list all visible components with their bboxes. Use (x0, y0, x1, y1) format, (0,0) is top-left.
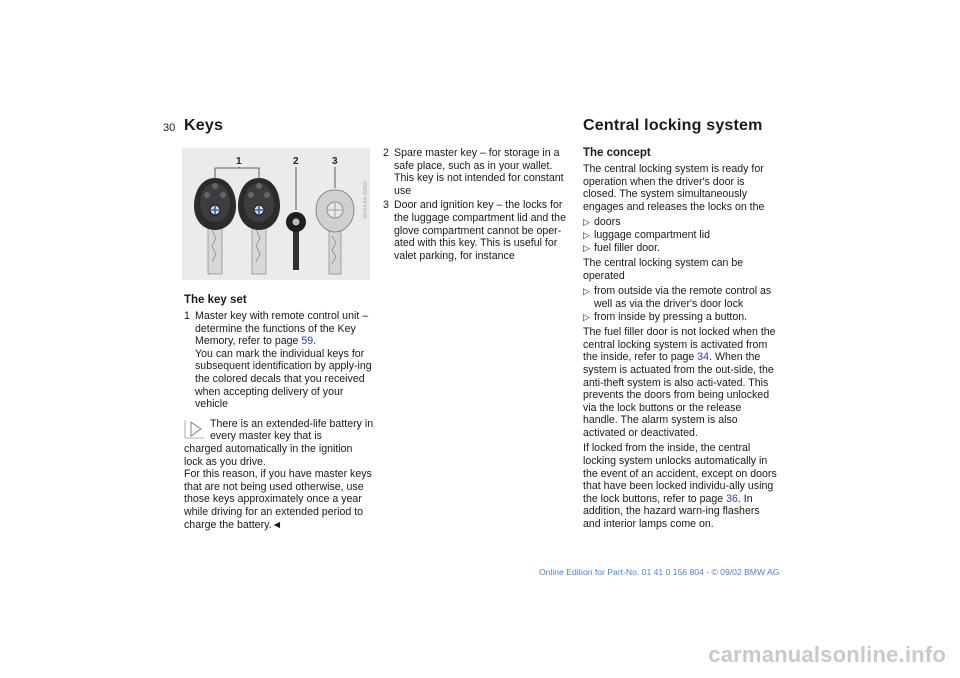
list-item (583, 216, 778, 229)
figure-label-1: 1 (236, 156, 242, 167)
page-36-link[interactable]: 36 (726, 492, 738, 505)
page-59-link[interactable]: 59 (301, 335, 314, 348)
list-item (583, 311, 778, 324)
bullet-text: from inside by pressing a button. (594, 310, 748, 323)
concept-paragraph-4-rest: . In addition, the hazard warn-ing flashers and interior lamps come on. (583, 492, 760, 531)
note-triangle-icon (184, 419, 206, 439)
concept-column (583, 163, 778, 534)
section-title-keys: Keys (184, 117, 224, 134)
note-end-mark: ◄ (271, 518, 283, 531)
key-item-3-text: Door and ignition key – the locks for the luggage compartment lid and the glove compartment cannot be oper-ated with this key. This is useful for valet parking, for instance (394, 199, 566, 262)
key-item-2-text: Spare master key – for storage in a safe place, such as in your wallet. This key is not intended for constant use (394, 147, 564, 197)
key-item-number: 3 (383, 199, 389, 212)
key-item-1-text: Master key with remote control unit – determine the functions of the Key Memory, refer to page (195, 310, 369, 348)
concept-paragraph-1: The central locking system is ready for operation when the driver's door is closed. The system simultaneously engages and releases the locks on the (583, 163, 765, 213)
key-set-illustration (182, 148, 370, 280)
list-item (583, 285, 778, 310)
middle-column (383, 147, 575, 262)
key-item-1-marking-text: You can mark the individual keys for subsequent identification by apply-ing the colored decals that you received when accepting delivery of your vehicle (195, 347, 372, 411)
list-item (583, 242, 778, 255)
concept-paragraph-4 (583, 442, 778, 530)
master-key-2 (238, 178, 280, 274)
site-watermark: carmanualsonline.info (708, 642, 946, 667)
battery-note-more: For this reason, if you have master keys that are not being used otherwise, use those keys approximately once a year while driving for an extended period to charge the battery. (184, 468, 372, 531)
spare-key (286, 212, 306, 270)
key-item-2 (383, 147, 575, 197)
bullet-arrow-icon: ▷ (583, 311, 590, 322)
key-item-1 (184, 310, 374, 411)
concept-heading: The concept (583, 147, 651, 159)
key-item-3 (383, 199, 575, 262)
key-item-1-period: . (313, 335, 317, 348)
door-ignition-key (316, 190, 354, 274)
concept-paragraph-3-text: The fuel filler door is not locked when the central locking system is activated from the inside, refer to page (583, 326, 776, 364)
figure-label-2: 2 (293, 156, 299, 167)
bullet-text: fuel filler door. (594, 241, 660, 254)
list-item (583, 229, 778, 242)
bullet-arrow-icon: ▷ (583, 242, 590, 253)
bullet-arrow-icon: ▷ (583, 286, 590, 297)
key-item-number: 2 (383, 147, 389, 159)
master-key-1 (194, 178, 236, 274)
key-set-heading: The key set (184, 294, 247, 306)
bullet-text: from outside via the remote control as well as via the driver's door lock (594, 285, 772, 310)
online-edition-footer: Online Edition for Part-No. 01 41 0 156 804 - © 09/02 BMW AG (539, 567, 780, 577)
key-set-column (184, 310, 374, 531)
bullet-arrow-icon: ▷ (583, 217, 590, 228)
figure-label-3: 3 (332, 156, 338, 167)
page-number: 30 (163, 122, 176, 134)
section-title-central-locking: Central locking system (583, 117, 763, 134)
concept-paragraph-2: The central locking system can be operated (583, 257, 744, 282)
bullet-text: doors (594, 216, 621, 229)
page-34-link[interactable]: 34 (697, 351, 710, 364)
concept-paragraph-3 (583, 326, 778, 439)
key-item-number: 1 (184, 310, 190, 322)
concept-paragraph-4-text: If locked from the inside, the central locking system unlocks automatically in the event of an accident, except on doors that have been locked individu-ally using the lock buttons, refer to page (583, 442, 777, 505)
battery-note-first: There is an extended-life battery in every master key that is (210, 417, 374, 443)
figure-code: MV04.AA.15A50 (363, 181, 369, 218)
battery-note (184, 418, 374, 531)
bullet-text: luggage compartment lid (594, 228, 711, 241)
concept-paragraph-3-rest: . When the system is actuated from the out-side, the anti-theft system is also acti-vated. This prevents the doors from being unlocked via the lock buttons or the release handle. The alarm system is also activated or deactivated. (583, 351, 774, 439)
battery-note-rest: charged automatically in the ignition lock as you drive. (184, 442, 353, 468)
bullet-arrow-icon: ▷ (583, 229, 590, 240)
